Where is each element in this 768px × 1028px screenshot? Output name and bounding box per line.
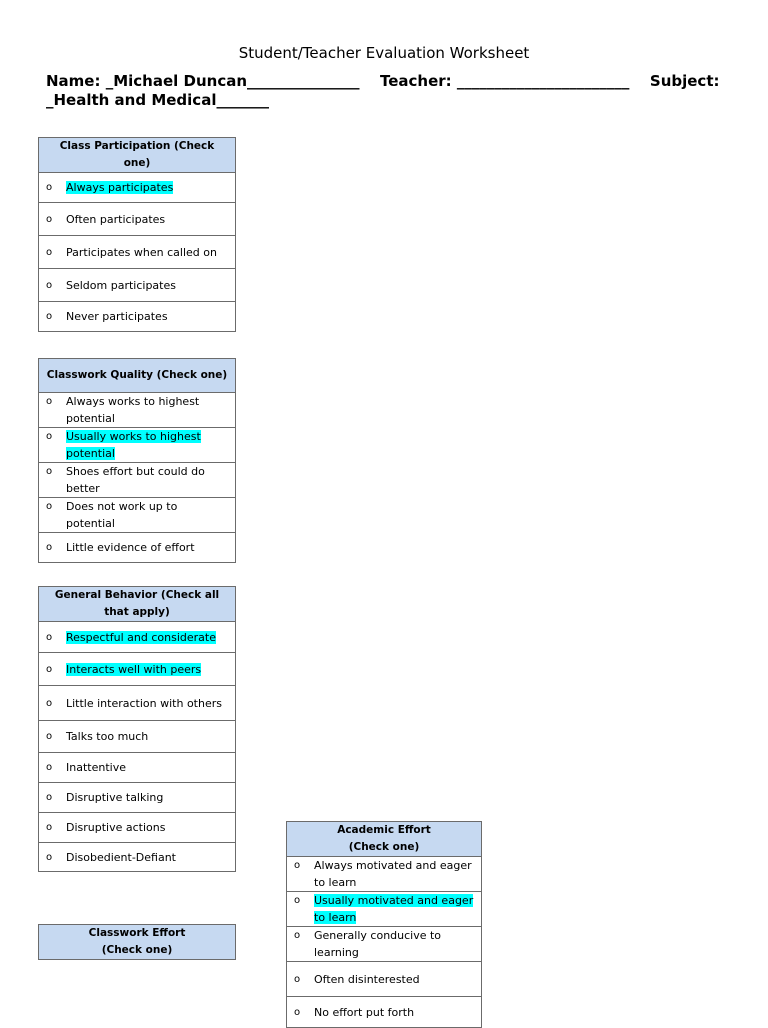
bullet-icon: o [46,542,53,553]
teacher-value[interactable]: _______________________ [456,72,630,90]
option-row[interactable] [39,173,236,203]
option-text: Little evidence of effort [66,541,195,554]
classwork-quality-table [38,358,236,563]
bullet-icon: o [46,501,53,512]
classwork-quality-header: Classwork Quality (Check one) [39,359,236,393]
option-row[interactable] [39,843,236,872]
option-row[interactable] [287,857,482,892]
bullet-icon: o [46,851,53,863]
bullet-icon: o [294,1006,301,1018]
option-text: Talks too much [66,730,149,743]
option-text: Does not work up to potential [66,500,178,530]
option-text: Shoes effort but could do better [66,465,205,495]
subject-value[interactable]: _Health and Medical_______ [46,91,269,109]
option-row[interactable] [39,533,236,563]
option-text: Respectful and considerate [66,630,216,644]
bullet-icon: o [294,930,301,941]
class-participation-header: Class Participation (Check one) [39,138,236,173]
bullet-icon: o [46,822,53,833]
option-text: Often disinterested [314,972,420,986]
classwork-effort-header [39,925,236,960]
class-participation-table [38,137,236,332]
option-text: Usually works to highest potential [66,430,201,460]
academic-effort-header [287,822,482,857]
option-row[interactable] [39,813,236,843]
teacher-label: Teacher: [380,72,452,90]
classwork-effort-header-line2: (Check one) [101,944,173,956]
bullet-icon: o [46,466,53,477]
bullet-icon: o [46,697,53,709]
option-row[interactable] [287,892,482,927]
bullet-icon: o [46,762,53,773]
option-text: Inattentive [66,761,126,774]
option-text: Disruptive actions [66,821,166,834]
option-row[interactable] [39,463,236,498]
option-row[interactable] [39,498,236,533]
student-info-line [46,72,736,110]
option-text: Little interaction with others [66,696,222,710]
option-row[interactable] [39,686,236,721]
bullet-icon: o [46,311,53,322]
option-text: Seldom participates [66,278,176,292]
option-text: Always participates [66,181,174,194]
option-text: Participates when called on [66,245,217,259]
option-text: Often participates [66,212,166,226]
option-row[interactable] [39,393,236,428]
subject-label: Subject: [649,72,720,90]
option-row[interactable] [39,753,236,783]
academic-effort-header-line2: (Check one) [348,841,420,853]
classwork-effort-table [38,924,236,960]
option-text: Never participates [66,310,168,323]
classwork-effort-header-line1: Classwork Effort [88,927,186,939]
option-row[interactable] [287,997,482,1028]
academic-effort-header-line1: Academic Effort [337,824,431,836]
bullet-icon: o [46,431,53,442]
option-text: Disobedient-Defiant [66,850,176,864]
option-row[interactable] [287,927,482,962]
option-row[interactable] [39,203,236,236]
option-text: Generally conducive to learning [314,929,442,959]
bullet-icon: o [46,182,53,193]
general-behavior-header: General Behavior (Check all that apply) [39,587,236,622]
academic-effort-table [286,821,482,1028]
option-text: Disruptive talking [66,791,164,804]
option-row[interactable] [39,236,236,269]
option-row[interactable] [287,962,482,997]
option-text: Usually motivated and eager to learn [314,894,474,924]
option-row[interactable] [39,622,236,653]
option-row[interactable] [39,269,236,302]
bullet-icon: o [46,246,53,258]
bullet-icon: o [46,213,53,225]
bullet-icon: o [46,631,53,643]
bullet-icon: o [294,895,301,906]
worksheet-title: Student/Teacher Evaluation Worksheet [238,44,530,62]
bullet-icon: o [46,663,53,675]
option-row[interactable] [39,302,236,332]
name-value[interactable]: _Michael Duncan_______________ [105,72,360,90]
bullet-icon: o [46,279,53,291]
bullet-icon: o [46,792,53,803]
option-text: Always motivated and eager to learn [314,859,472,889]
option-text: Interacts well with peers [66,662,202,676]
bullet-icon: o [294,973,301,985]
option-row[interactable] [39,721,236,753]
name-label: Name: [46,72,101,90]
bullet-icon: o [294,860,301,871]
option-row[interactable] [39,783,236,813]
option-row[interactable] [39,428,236,463]
option-text: No effort put forth [314,1005,415,1019]
general-behavior-table [38,586,236,872]
bullet-icon: o [46,396,53,407]
option-row[interactable] [39,653,236,686]
option-text: Always works to highest potential [66,395,200,425]
bullet-icon: o [46,731,53,742]
